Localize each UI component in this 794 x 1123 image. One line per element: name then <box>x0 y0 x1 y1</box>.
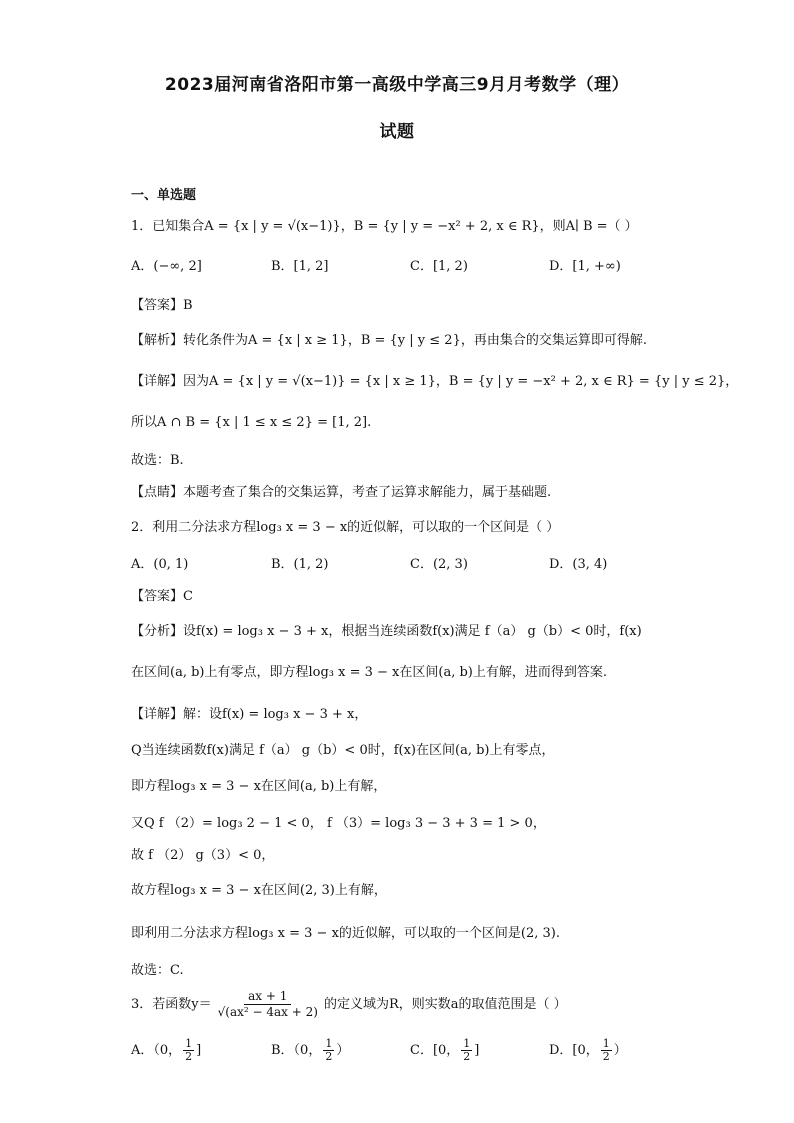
q2-detail-6: 故方程log₃ x = 3 − x在区间(2, 3)上有解， <box>131 883 387 898</box>
q3-option-a <box>131 1038 201 1063</box>
q3-option-b-half-num: 1 <box>325 1037 333 1050</box>
q3-option-c-prefix: C．[0， <box>410 1043 460 1058</box>
q3-option-b-half <box>323 1038 334 1063</box>
q2-option-a: A．(0, 1) <box>131 557 189 572</box>
q3-option-c-suffix: ] <box>474 1043 480 1058</box>
q3-option-b-prefix: B．（0， <box>271 1043 322 1058</box>
q1-answer: 【答案】B <box>131 298 193 313</box>
q3-option-d-half-den: 2 <box>602 1050 610 1063</box>
q2-detail-4: 又Q f （2）= log₃ 2 − 1 < 0， f （3）= log₃ 3 − 3 + 3 = 1 > 0， <box>131 816 546 831</box>
q3-option-c-half <box>461 1038 472 1063</box>
q2-detail-5: 故 f （2） g（3）< 0， <box>131 848 275 863</box>
page-title-line2: 试题 <box>379 122 415 142</box>
q3-option-a-half-den: 2 <box>185 1050 193 1063</box>
q2-stem: 2．利用二分法求方程log₃ x = 3 − x的近似解，可以取的一个区间是（ ） <box>131 520 560 535</box>
q3-fraction-denominator: √(ax² − 4ax + 2) <box>217 1005 318 1019</box>
q3-option-a-prefix: A．（0， <box>131 1043 182 1058</box>
q3-option-b-half-den: 2 <box>325 1050 333 1063</box>
q3-option-c <box>410 1038 479 1063</box>
section-heading: 一、单选题 <box>131 188 197 203</box>
q2-detail-7: 即利用二分法求方程log₃ x = 3 − x的近似解，可以取的一个区间是(2, 3). <box>131 926 560 941</box>
q3-option-a-suffix: ] <box>196 1043 202 1058</box>
q3-stem-suffix: 的定义域为R，则实数a的取值范围是（ ） <box>323 997 567 1012</box>
q1-comment: 【点睛】本题考查了集合的交集运算，考查了运算求解能力，属于基础题. <box>131 485 552 500</box>
q3-option-b-suffix: ） <box>336 1043 350 1058</box>
q3-fraction-numerator: ax + 1 <box>244 989 291 1005</box>
q2-choose: 故选：C. <box>131 963 184 978</box>
q1-choose: 故选：B. <box>131 453 184 468</box>
q3-stem-prefix: 3．若函数y＝ <box>131 997 212 1012</box>
q3-option-b <box>271 1038 349 1063</box>
q2-answer: 【答案】C <box>131 589 193 604</box>
q1-analysis: 【解析】转化条件为A = {x | x ≥ 1}，B = {y | y ≤ 2}，再由集合的交集运算即可得解. <box>131 333 647 348</box>
q1-detail-2: 所以A ∩ B = {x | 1 ≤ x ≤ 2} = [1, 2]. <box>131 415 372 430</box>
q2-option-d: D．(3, 4) <box>549 557 608 572</box>
q2-detail-2: Q当连续函数f(x)满足 f（a） g（b）< 0时，f(x)在区间(a, b)上有零点， <box>131 743 555 758</box>
q3-option-c-half-den: 2 <box>463 1050 471 1063</box>
q1-stem: 1．已知集合A = {x | y = √(x−1)}，B = {y | y = −x² + 2, x ∈ R}，则A∣ B =（ ） <box>131 219 638 234</box>
q2-option-c: C．(2, 3) <box>410 557 468 572</box>
q1-option-a: A．(−∞, 2] <box>131 259 202 274</box>
q2-option-b: B．(1, 2) <box>271 557 329 572</box>
q2-detail-1: 【详解】解：设f(x) = log₃ x − 3 + x， <box>131 707 368 722</box>
page-title-line1: 2023届河南省洛阳市第一高级中学高三9月月考数学（理） <box>164 75 630 95</box>
q3-option-d <box>549 1038 627 1063</box>
q1-option-d: D．[1, +∞) <box>549 259 621 274</box>
q3-function-fraction <box>214 989 322 1020</box>
q3-option-a-half-num: 1 <box>185 1037 193 1050</box>
q2-detail-3: 即方程log₃ x = 3 − x在区间(a, b)上有解， <box>131 779 387 794</box>
q2-analysis-1: 【分析】设f(x) = log₃ x − 3 + x，根据当连续函数f(x)满足 f（a） g（b）< 0时，f(x) <box>131 624 642 639</box>
q2-analysis-2: 在区间(a, b)上有零点，即方程log₃ x = 3 − x在区间(a, b)上有解，进而得到答案. <box>131 665 607 680</box>
q3-option-d-suffix: ） <box>613 1043 627 1058</box>
q1-option-b: B．[1, 2] <box>271 259 329 274</box>
q3-option-d-prefix: D．[0， <box>549 1043 599 1058</box>
q3-option-a-half <box>183 1038 194 1063</box>
q1-detail-1: 【详解】因为A = {x | y = √(x−1)} = {x | x ≥ 1}，B = {y | y = −x² + 2, x ∈ R} = {y | y ≤ 2}， <box>131 374 739 389</box>
q3-option-d-half <box>601 1038 612 1063</box>
q3-option-c-half-num: 1 <box>463 1037 471 1050</box>
q3-stem <box>131 987 734 1023</box>
q3-option-d-half-num: 1 <box>602 1037 610 1050</box>
q1-option-c: C．[1, 2) <box>410 259 468 274</box>
